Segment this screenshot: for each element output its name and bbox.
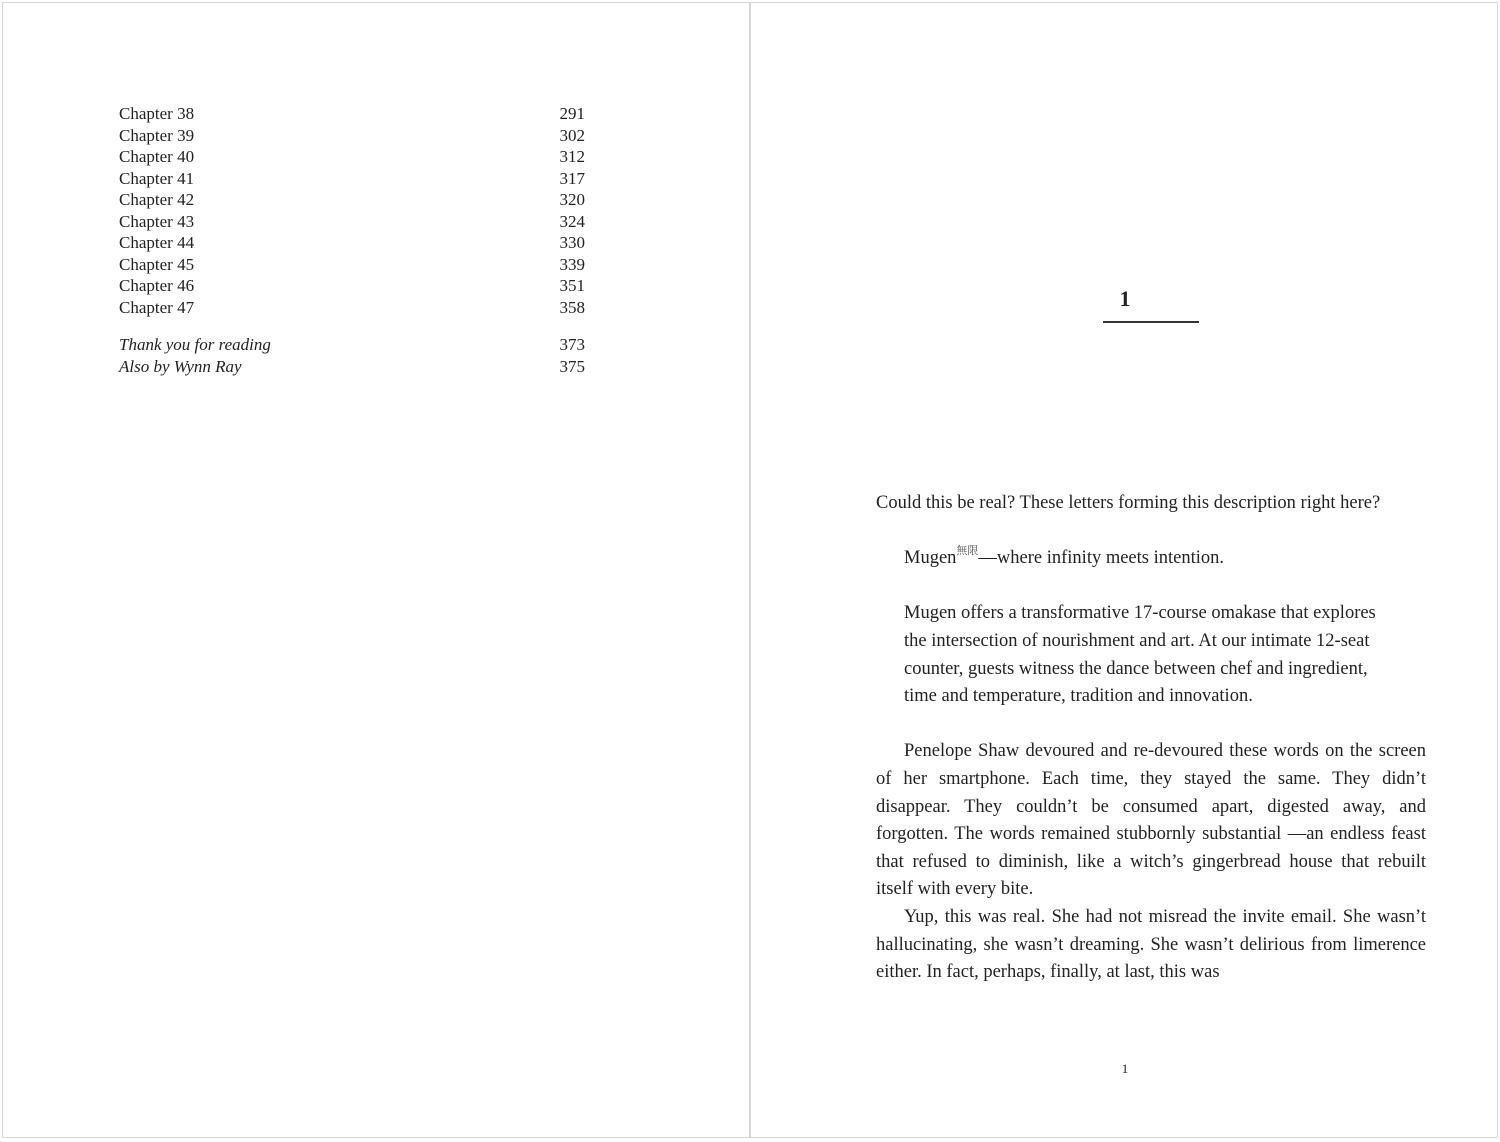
toc-item[interactable]: [119, 125, 585, 147]
toc-page-number: 373: [559, 335, 585, 354]
toc-page-number: 330: [559, 233, 585, 252]
toc-page-number: 375: [559, 356, 585, 376]
paragraph: Yup, this was real. She had not misread the invite email. She wasn’t hallucinating, she wasn’t dreaming. She wasn’t delirious from limerence either. In fact, perhaps, finally, at last, this was: [876, 906, 1426, 983]
tagline-name: Mugen: [904, 548, 957, 569]
toc-item[interactable]: [119, 232, 585, 254]
toc-page-number: 339: [559, 254, 585, 274]
toc-item[interactable]: [119, 189, 585, 211]
toc-page-number: 358: [559, 297, 585, 317]
tagline-quote: [904, 545, 1426, 573]
toc-item[interactable]: [119, 146, 585, 168]
description-quote: Mugen offers a transformative 17-course omakase that explores the intersection of nourishment and art. At our intimate 12-seat counter, guests witness the dance between chef and ingredient, time and temperature, tradition and innovation.: [904, 603, 1376, 707]
toc-item-also-by[interactable]: [119, 356, 585, 378]
toc-item[interactable]: [119, 297, 585, 319]
chapter-number: 1: [1119, 286, 1131, 311]
toc-item-thank-you[interactable]: [119, 334, 585, 356]
toc-item[interactable]: [119, 103, 585, 125]
toc-page-number: 291: [559, 104, 585, 123]
paragraph: Penelope Shaw devoured and re-devoured these words on the screen of her smartphone. Each time, they stayed the same. They didn’t disappear. They couldn’t be consumed apart, digested away, and forgotten. The words remained stubbornly substantial —an endless feast that refused to diminish, like a witch’s gingerbread house that rebuilt itself with every bite.: [876, 741, 1426, 900]
chapter-body: [876, 490, 1426, 987]
toc-page-number: 324: [559, 211, 585, 231]
toc-label: Thank you for reading: [119, 335, 271, 354]
page-number: 1: [1121, 1061, 1129, 1076]
toc-label: Chapter 45: [119, 254, 195, 274]
toc-page-number: 317: [559, 168, 585, 188]
kanji-annotation: 無限: [956, 544, 979, 558]
left-page: [2, 2, 750, 1138]
toc-label: Chapter 47: [119, 297, 195, 317]
toc-label: Chapter 43: [119, 211, 195, 231]
toc-label: Chapter 46: [119, 276, 195, 295]
toc-item[interactable]: [119, 211, 585, 233]
toc-item[interactable]: [119, 275, 585, 297]
toc-item[interactable]: [119, 254, 585, 276]
toc-page-number: 312: [559, 147, 585, 166]
tagline-text: —where infinity meets intention.: [978, 548, 1225, 569]
toc-item[interactable]: [119, 168, 585, 190]
toc-page-number: 320: [559, 190, 585, 209]
toc-label: Chapter 38: [119, 104, 195, 123]
opening-paragraph: Could this be real? These letters forming this description right here?: [876, 493, 1381, 513]
toc-page-number: 302: [559, 125, 585, 145]
chapter-rule: [1103, 321, 1199, 323]
toc-label: Also by Wynn Ray: [119, 356, 242, 376]
toc-label: Chapter 40: [119, 147, 195, 166]
table-of-contents: [119, 103, 585, 377]
toc-label: Chapter 44: [119, 233, 195, 252]
toc-page-number: 351: [559, 276, 585, 295]
toc-label: Chapter 42: [119, 190, 195, 209]
toc-spacer: [119, 318, 585, 334]
toc-label: Chapter 41: [119, 168, 195, 188]
toc-label: Chapter 39: [119, 125, 195, 145]
right-page: [750, 2, 1498, 1138]
